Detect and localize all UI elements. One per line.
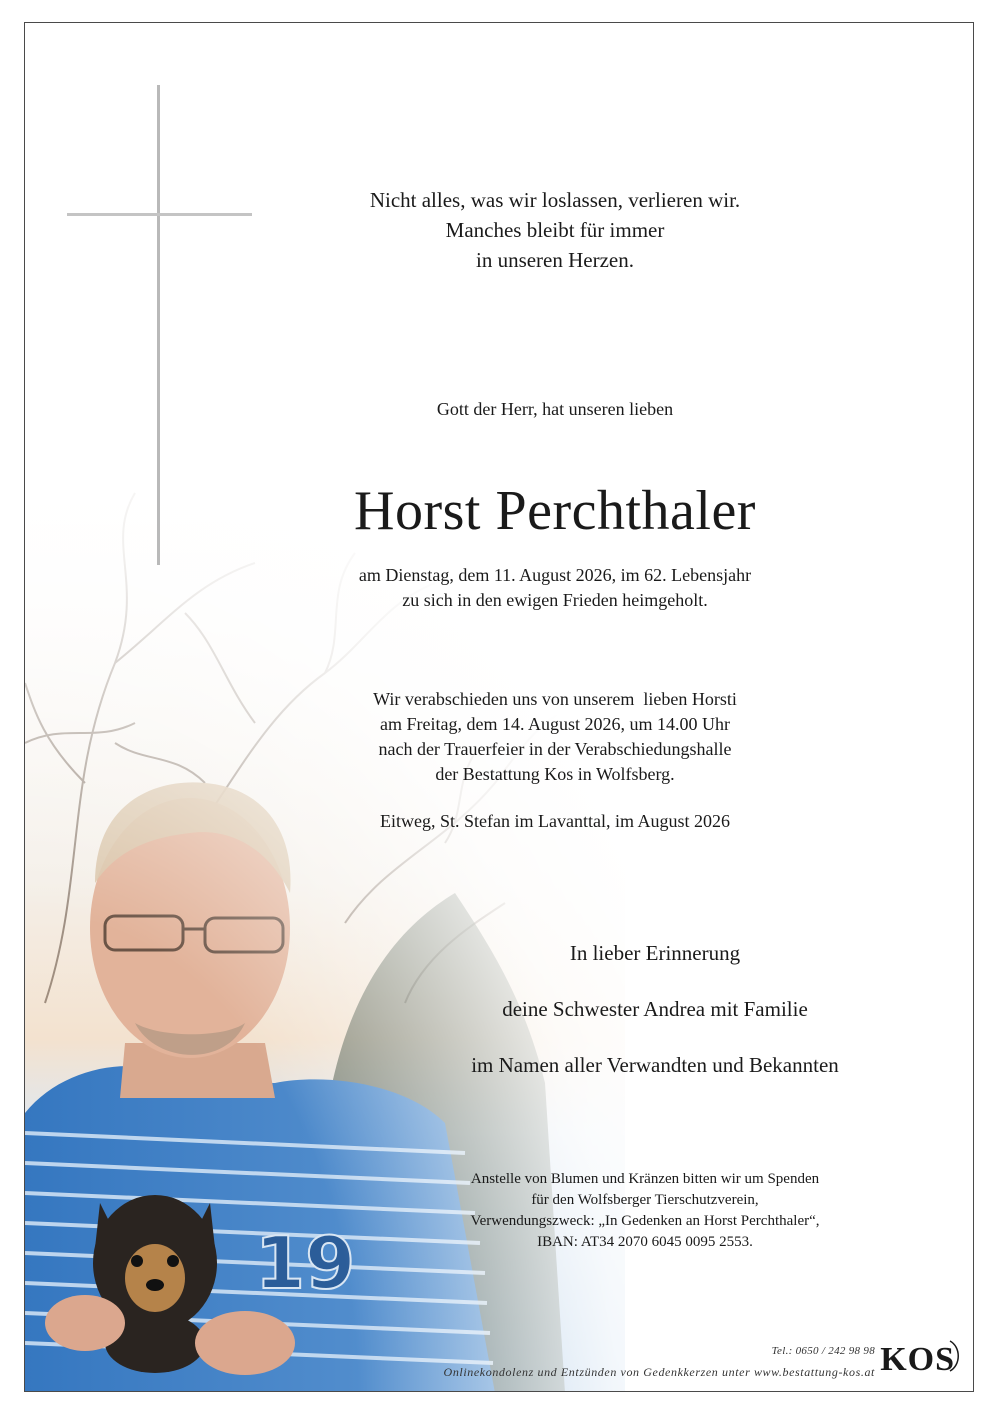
logo-swoosh-icon (947, 1339, 963, 1373)
motto-line: Manches bleibt für immer (445, 218, 665, 242)
funeral-details (265, 687, 845, 787)
obituary-card (24, 22, 974, 1392)
memory-line: deine Schwester Andrea mit Familie (502, 997, 808, 1021)
intro-text: Gott der Herr, hat unseren lieben (436, 399, 674, 419)
donation-line: Anstelle von Blumen und Kränzen bitten wir um Spenden (470, 1171, 820, 1187)
deceased-name: Horst Perchthaler (354, 480, 756, 542)
donation-line: für den Wolfsberger Tierschutzverein, (531, 1192, 759, 1208)
place-date: Eitweg, St. Stefan im Lavanttal, im August 2026 (380, 811, 730, 831)
funeral-line: Wir verabschieden uns von unserem lieben Horsti (373, 689, 737, 709)
funeral-line: am Freitag, dem 14. August 2026, um 14.00 Uhr (380, 714, 730, 734)
death-notice (265, 563, 845, 613)
motto-line: in unseren Herzen. (475, 248, 634, 272)
donation-line: Verwendungszweck: „In Gedenken an Horst Perchthaler“, (470, 1213, 820, 1229)
funeral-line: der Bestattung Kos in Wolfsberg. (435, 764, 675, 784)
motto (265, 185, 845, 275)
memory-line: In lieber Erinnerung (569, 941, 741, 965)
motto-line: Nicht alles, was wir loslassen, verlieren wir. (369, 188, 741, 212)
footer-phone: Tel.: 0650 / 242 98 98 (771, 1345, 875, 1357)
death-line: am Dienstag, dem 11. August 2026, im 62. Lebensjahr (358, 565, 752, 585)
memory-line: im Namen aller Verwandten und Bekannten (471, 1053, 839, 1077)
kos-logo: KOS (880, 1341, 955, 1378)
donation-request (465, 1169, 825, 1253)
funeral-line: nach der Trauerfeier in der Verabschiedungshalle (378, 739, 732, 759)
footer-online-condolence[interactable]: Onlinekondolenz und Entzünden von Gedenkkerzen unter www.bestattung-kos.at (443, 1365, 875, 1379)
death-line: zu sich in den ewigen Frieden heimgeholt. (402, 590, 708, 610)
donation-line: IBAN: AT34 2070 6045 0095 2553. (537, 1234, 753, 1250)
